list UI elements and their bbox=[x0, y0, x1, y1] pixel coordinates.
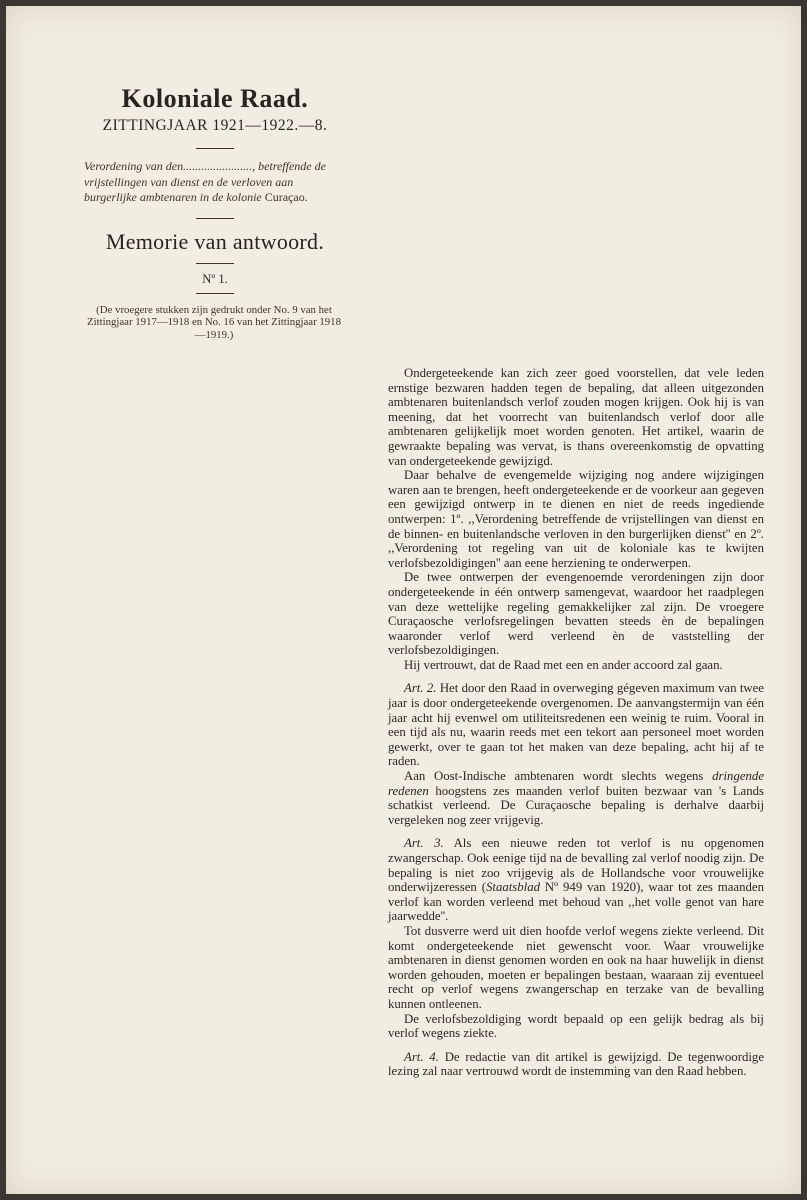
ordinance-subject bbox=[84, 159, 340, 206]
body-text bbox=[388, 366, 764, 1079]
divider bbox=[196, 263, 234, 264]
document-page bbox=[6, 6, 801, 1194]
text-run: Nº 949 van 1920), waar tot zes maanden verlof kan worden verleend met behoud van ,,het volle genot van hare jaarwedde''. bbox=[388, 880, 764, 924]
article-4-paragraph bbox=[388, 1050, 764, 1079]
article-3-paragraph bbox=[388, 836, 764, 924]
paragraph: De twee ontwerpen der evengenoemde verordeningen zijn door ondergeteekende in één ontwerp samengevat, waardoor het raadplegen van deze wettelijke regeling gemakkelijker zal zijn. De vroegere Curaçaosche verlofsregelingen bevatten steeds èn de bepalingen waaronder verlof werd verleend èn de vaststelling der verlofsbezoldigingen. bbox=[388, 570, 764, 658]
paragraph: De verlofsbezoldiging wordt bepaald op een gelijk bedrag als bij verlof wegens ziekte. bbox=[388, 1011, 764, 1041]
text-run: Als een nieuwe reden tot verlof is nu opgenomen zwangerschap. Ook eenige tijd na de bevalling zal verlof noodig zijn. De bepaling is niet zoo vrijgevig als de Hollandsche voor vrouwelijke onderwijzeressen ( bbox=[388, 836, 764, 895]
paragraph: Tot dusverre werd uit dien hoofde verlof wegens ziekte verleend. Dit komt ondergeteekende niet gewenscht voor. Waar vrouwelijke ambtenaren in dienst genomen worden en ook na haar huwelijk in dienst worden gehouden, moeten er bepalingen bestaan, waaraan zij eventueel recht op verlof wegens zwangerschap en terzake van de bevalling kunnen ontleenen. bbox=[388, 923, 764, 1011]
divider bbox=[196, 218, 234, 219]
article-label: Art. 2. bbox=[404, 681, 437, 696]
subject-line-1: Verordening van den......................., bbox=[84, 159, 256, 173]
memorie-title: Memorie van antwoord. bbox=[105, 228, 325, 254]
paragraph: Hij vertrouwt, dat de Raad met een en ander accoord zal gaan. bbox=[404, 657, 723, 672]
paragraph: Daar behalve de evengemelde wijziging nog andere wijzigingen waren aan te brengen, heeft ondergeteekende er de voorkeur aan gegeven een gewijzigd ontwerp in te dienen en niet de reeds ingediende ontwerpen: 1º. ,,Verordening betreffende de vrijstellingen van dienst en de binnen- en buitenlandsche verloven in den burgerlijken dienst'' en 2º. ,,Verordening tot regeling van uit de koloniale kas te kwijten verlofsbezoldigingen'' aan eene herziening te onderwerpen. bbox=[388, 468, 764, 570]
article-label: Art. 3. bbox=[404, 836, 444, 851]
article-text: De redactie van dit artikel is gewijzigd. De tegenwoordige lezing zal naar vertrouwd wordt de instemming van den Raad hebben. bbox=[388, 1049, 765, 1079]
emphasis: Staatsblad bbox=[485, 880, 541, 895]
subject-line-2: betreffende de vrijstellingen van dienst en de verloven aan burgerlijke ambtenaren in de kolonie bbox=[84, 159, 326, 204]
subject-place: Curaçao. bbox=[264, 190, 308, 204]
article-text: Het door den Raad in overweging gégeven maximum van twee jaar is door ondergeteekende overgenomen. De aanvangstermijn van één jaar acht hij evenwel om utiliteitsredenen een weinig te ruim. Vooral in een tijd als nu, waarin reeds met een tekort aan personeel moet worden gewerkt, over te gaan tot het maken van deze bepaling, acht hij af te raden. bbox=[388, 681, 764, 769]
text-run: Aan Oost-Indische ambtenaren wordt slechts wegens bbox=[404, 769, 704, 784]
header-column bbox=[82, 84, 348, 341]
article-2-paragraph bbox=[388, 681, 764, 769]
article-label: Art. 4. bbox=[404, 1049, 439, 1064]
paragraph bbox=[388, 769, 764, 827]
document-number: Nº 1. bbox=[202, 271, 228, 286]
paragraph: Ondergeteekende kan zich zeer goed voorstellen, dat vele leden ernstige bezwaren hadden tegen de bepaling, dat alleen uitgezonden ambtenaren buitenlandsch verlof zouden mogen krijgen. Ook hij is van meening, dat het voorrecht van buitenlandsch verlof door alle ambtenaren gelijkelijk moet worden genoten. Het artikel, waarin de gewraakte bepaling was vervat, is thans overeenkomstig de opvatting van ondergeteekende gewijzigd. bbox=[388, 366, 764, 468]
emphasis: dringende redenen bbox=[388, 769, 765, 798]
session-year: ZITTINGJAAR 1921—1922.—8. bbox=[102, 117, 328, 134]
text-run: hoogstens zes maanden verlof buiten bezwaar van 's Lands schatkist verleend. De Curaçaosche bepaling is derhalve daarbij vergeleken nog zeer vrijgevig. bbox=[388, 783, 764, 827]
divider bbox=[196, 148, 234, 149]
divider bbox=[196, 293, 234, 294]
council-title: Koloniale Raad. bbox=[121, 84, 309, 113]
prior-documents-note: (De vroegere stukken zijn gedrukt onder No. 9 van het Zittingjaar 1917—1918 en No. 16 van het Zittingjaar 1918—1919.) bbox=[87, 303, 341, 341]
